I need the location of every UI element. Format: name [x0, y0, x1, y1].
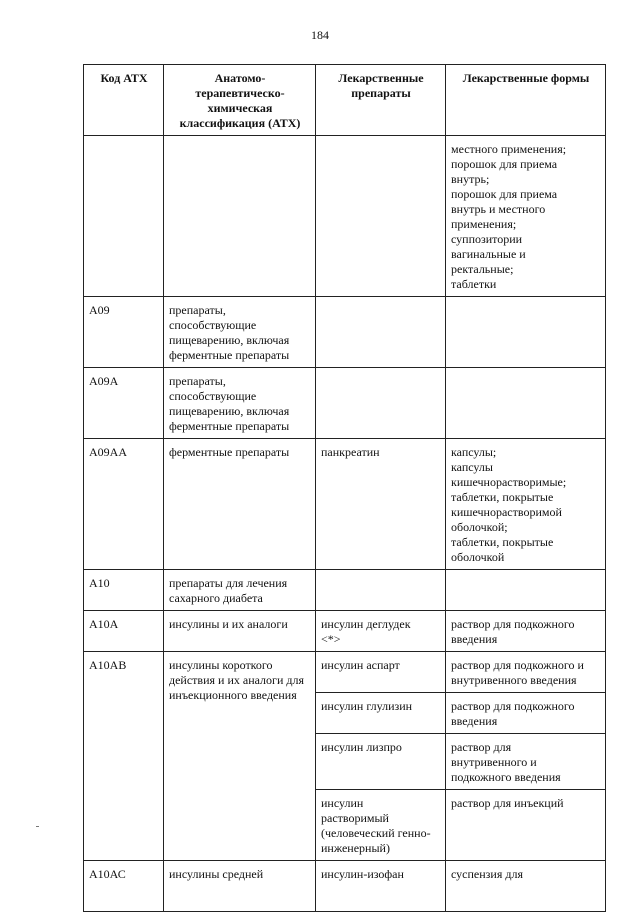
header-atc-classification: Анатомо- терапевтическо- химическая классификация (АТХ)	[164, 65, 316, 136]
cell-classification: инсулины средней	[164, 861, 316, 912]
cell-drug: инсулин лизпро	[316, 734, 446, 790]
cell-forms: суспензия для	[446, 861, 606, 912]
cell-drug	[316, 297, 446, 368]
scan-artifact-mark	[36, 826, 39, 827]
cell-classification	[164, 136, 316, 297]
cell-forms: раствор для подкожного введения	[446, 611, 606, 652]
cell-classification: препараты, способствующие пищеварению, включая ферментные препараты	[164, 368, 316, 439]
table-row	[84, 652, 606, 693]
cell-code: А10АС	[84, 861, 164, 912]
cell-drug: инсулин глулизин	[316, 693, 446, 734]
cell-drug: инсулин деглудек <*>	[316, 611, 446, 652]
cell-forms	[446, 570, 606, 611]
cell-forms: раствор для подкожного введения	[446, 693, 606, 734]
table-header-row	[84, 65, 606, 136]
cell-forms: раствор для внутривенного и подкожного введения	[446, 734, 606, 790]
cell-code: А10А	[84, 611, 164, 652]
cell-code: А10АВ	[84, 652, 164, 861]
cell-drug: инсулин растворимый (человеческий генно- инженерный)	[316, 790, 446, 861]
atc-table-container	[83, 64, 605, 912]
table-row	[84, 368, 606, 439]
cell-drug: панкреатин	[316, 439, 446, 570]
cell-forms	[446, 368, 606, 439]
table-row	[84, 861, 606, 912]
header-drugs: Лекарственные препараты	[316, 65, 446, 136]
cell-forms: раствор для подкожного и внутривенного введения	[446, 652, 606, 693]
cell-forms: местного применения; порошок для приема внутрь; порошок для приема внутрь и местного применения; суппозитории вагинальные и ректальные; таблетки	[446, 136, 606, 297]
cell-code: А09А	[84, 368, 164, 439]
cell-code: А10	[84, 570, 164, 611]
table-row	[84, 297, 606, 368]
cell-forms: капсулы; капсулы кишечнорастворимые; таблетки, покрытые кишечнорастворимой оболочкой; таблетки, покрытые оболочкой	[446, 439, 606, 570]
header-dosage-forms: Лекарственные формы	[446, 65, 606, 136]
cell-classification: инсулины короткого действия и их аналоги для инъекционного введения	[164, 652, 316, 861]
atc-table	[83, 64, 606, 912]
table-row	[84, 611, 606, 652]
cell-drug: инсулин-изофан	[316, 861, 446, 912]
cell-drug	[316, 368, 446, 439]
cell-drug	[316, 136, 446, 297]
table-row	[84, 439, 606, 570]
cell-code	[84, 136, 164, 297]
cell-forms: раствор для инъекций	[446, 790, 606, 861]
cell-forms	[446, 297, 606, 368]
cell-code: А09АА	[84, 439, 164, 570]
cell-drug: инсулин аспарт	[316, 652, 446, 693]
table-row	[84, 136, 606, 297]
header-atc-code: Код АТХ	[84, 65, 164, 136]
cell-classification: инсулины и их аналоги	[164, 611, 316, 652]
cell-drug	[316, 570, 446, 611]
cell-classification: препараты, способствующие пищеварению, включая ферментные препараты	[164, 297, 316, 368]
cell-code: А09	[84, 297, 164, 368]
table-row	[84, 570, 606, 611]
cell-classification: ферментные препараты	[164, 439, 316, 570]
cell-classification: препараты для лечения сахарного диабета	[164, 570, 316, 611]
page-number: 184	[311, 28, 329, 42]
